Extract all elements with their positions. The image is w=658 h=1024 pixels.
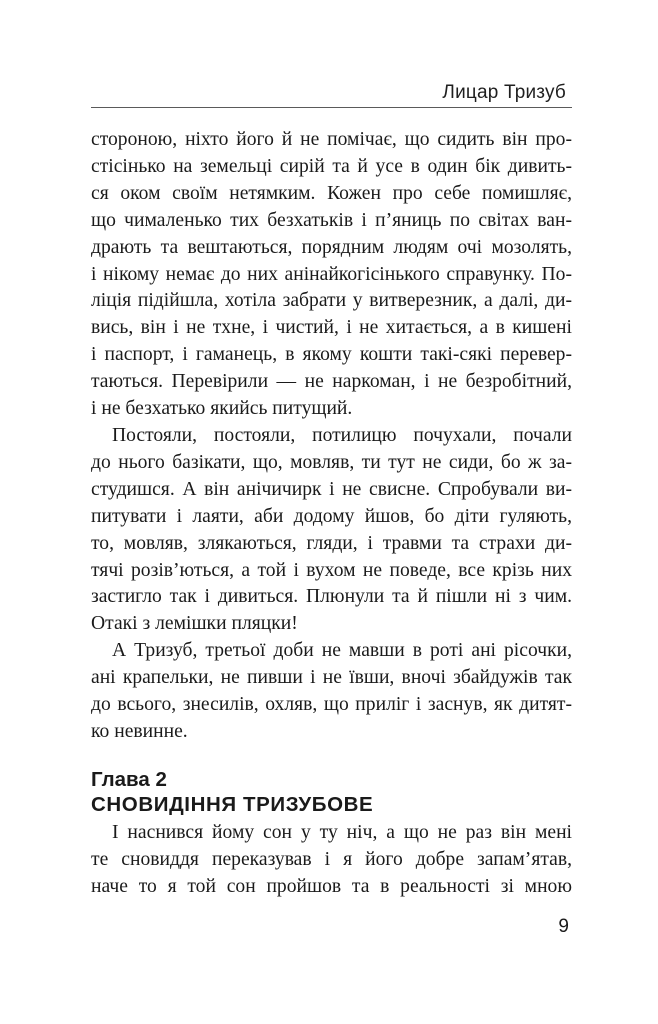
- text-line: ані крапельки, не пивши і не ївши, вночі збайдужів так: [91, 667, 572, 689]
- text-line: Отакі з лемішки пляцки!: [91, 613, 298, 635]
- paragraph: [91, 127, 572, 423]
- chapter-number: Глава 2: [91, 768, 167, 791]
- text-line: і не безхатько якийсь питущий.: [91, 398, 353, 420]
- text-line: стісінько на земельці сирій та й усе в один бік дивить-: [91, 155, 572, 177]
- text-line: до всього, знесилів, охляв, що приліг і заснув, як дитят-: [91, 694, 572, 716]
- text-line: вись, він і не тхне, і чистий, і не хитається, а в кишені: [91, 317, 572, 339]
- text-line: І наснився йому сон у ту ніч, а що не раз він мені: [112, 822, 572, 843]
- text-line: студишся. А він анічичирк і не свисне. Спробували ви-: [91, 478, 572, 500]
- paragraph: [91, 638, 572, 746]
- chapter-heading: [91, 767, 373, 817]
- body-text-top: [91, 127, 572, 746]
- text-line: тячі розів’ються, а той і вухом не поведе, все крізь них: [91, 559, 572, 581]
- text-line: таються. Перевірили — не наркоман, і не безробітний,: [91, 371, 572, 393]
- paragraph: [91, 423, 572, 638]
- text-line: Постояли, постояли, потилицю почухали, почали: [112, 424, 572, 446]
- text-line: стороною, ніхто його й не помічає, що сидить він про-: [91, 129, 572, 150]
- running-head: Лицар Тризуб: [442, 82, 566, 103]
- text-line: те сновиддя переказував і я його добре запам’ятав,: [91, 848, 572, 870]
- body-text-bottom: [91, 820, 572, 901]
- text-line: наче то я той сон пройшов та в реальності зі мною: [91, 875, 572, 897]
- text-line: ко невинне.: [91, 720, 188, 742]
- text-line: ліція підійшла, хотіла забрати у витверезник, а далі, ди-: [91, 290, 572, 312]
- text-line: драють та вештаються, порядним людям очі мозолять,: [91, 236, 572, 258]
- text-line: і нікому немає до них анінайкогісінького справунку. По-: [91, 263, 572, 285]
- text-line: то, мовляв, злякаються, гляди, і травми та страхи ди-: [91, 532, 572, 554]
- header-rule: [91, 107, 572, 108]
- chapter-title: СНОВИДІННЯ ТРИЗУБОВЕ: [91, 793, 374, 816]
- text-line: питувати і лаяти, аби додому йшов, бо діти гуляють,: [91, 505, 572, 527]
- paragraph: [91, 820, 572, 901]
- text-line: А Тризуб, третьої доби не мавши в роті ані рісочки,: [112, 640, 572, 662]
- text-line: що чималенько тих безхатьків і п’яниць по світах ван-: [91, 209, 572, 231]
- text-line: до нього базікати, що, мовляв, ти тут не сиди, бо ж за-: [91, 451, 572, 473]
- text-line: застигло так і дивиться. Плюнули та й пішли ні з чим.: [91, 586, 572, 608]
- text-line: ся оком своїм нетямким. Кожен про себе помишляє,: [91, 182, 572, 204]
- page-number: 9: [558, 916, 569, 937]
- text-line: і паспорт, і гаманець, в якому кошти такі-сякі перевер-: [91, 344, 572, 366]
